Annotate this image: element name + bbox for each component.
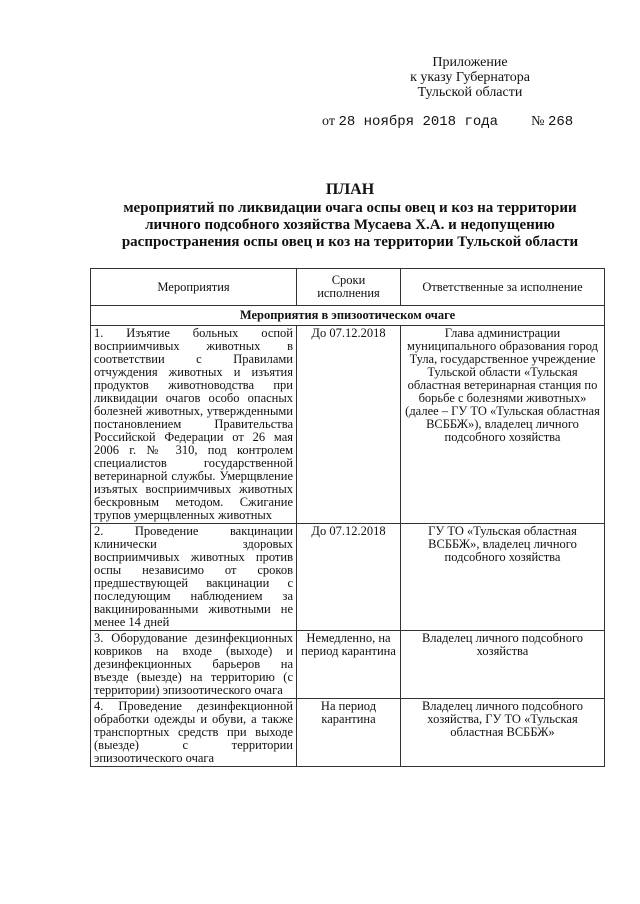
row-1-action: 1. Изъятие больных оспой восприимчивых животных в соответствии с Правилами отчуждения животных и изъятия продуктов животноводства при ликвидации очагов особо опасных болезней животных, утвержденными постановлением Правительства Российской Федерации от 26 мая 2006 г. № 310, под контролем специалистов государственной ветеринарной службы. Умерщвление изъятых восприимчивых животных бескровным методом. Сжигание трупов умерщвленных животных bbox=[91, 326, 297, 524]
table-row bbox=[91, 326, 605, 524]
row-4-responsible: Владелец личного подсобного хозяйства, ГУ ТО «Тульская областная ВСББЖ» bbox=[401, 699, 605, 767]
order-date: 28 ноября 2018 года bbox=[338, 114, 499, 130]
table-row bbox=[91, 699, 605, 767]
row-1-term: До 07.12.2018 bbox=[297, 326, 401, 524]
plan-heading: ПЛАН bbox=[325, 181, 375, 198]
attachment-line-2: к указу Губернатора bbox=[410, 70, 530, 85]
row-4-action: 4. Проведение дезинфекционной обработки одежды и обуви, а также транспортных средств при выходе (выезде) с территории эпизоотического очага bbox=[91, 699, 297, 767]
table-row bbox=[91, 631, 605, 699]
order-number-label: № bbox=[531, 114, 545, 129]
order-number: 268 bbox=[547, 114, 574, 130]
plan-table bbox=[90, 268, 605, 767]
row-2-responsible: ГУ ТО «Тульская областная ВСББЖ», владелец личного подсобного хозяйства bbox=[401, 524, 605, 631]
row-2-term: До 07.12.2018 bbox=[297, 524, 401, 631]
order-line bbox=[322, 114, 573, 130]
row-3-term: Немедленно, на период карантина bbox=[297, 631, 401, 699]
plan-title-line-3: распространения оспы овец и коз на территории Тульской области bbox=[121, 234, 579, 250]
attachment-line-3: Тульской области bbox=[417, 85, 523, 100]
section-title: Мероприятия в эпизоотическом очаге bbox=[91, 306, 605, 326]
plan-title-line-1: мероприятий по ликвидации очага оспы овец и коз на территории bbox=[123, 200, 577, 216]
row-1-responsible: Глава администрации муниципального образования город Тула, государственное учреждение Тульской области «Тульская областная ветеринарная станция по борьбе с болезнями животных» (далее – ГУ ТО «Тульская областная ВСББЖ»), владелец личного подсобного хозяйства bbox=[401, 326, 605, 524]
row-3-responsible: Владелец личного подсобного хозяйства bbox=[401, 631, 605, 699]
attachment-block bbox=[385, 55, 555, 100]
header-terms: Сроки исполнения bbox=[297, 269, 401, 306]
plan-title bbox=[90, 180, 610, 251]
row-3-action: 3. Оборудование дезинфекционных ковриков на входе (выходе) и дезинфекционных барьеров на въезде (выезде) на территорию (с территории) эпизоотического очага bbox=[91, 631, 297, 699]
row-4-term: На период карантина bbox=[297, 699, 401, 767]
header-responsible: Ответственные за исполнение bbox=[401, 269, 605, 306]
attachment-line-1: Приложение bbox=[432, 55, 508, 70]
table-header-row bbox=[91, 269, 605, 306]
header-actions: Мероприятия bbox=[91, 269, 297, 306]
plan-title-line-2: личного подсобного хозяйства Мусаева Х.А. и недопущению bbox=[145, 217, 555, 233]
table-row bbox=[91, 524, 605, 631]
row-2-action: 2. Проведение вакцинации клинически здоровых восприимчивых животных против оспы независимо от сроков предшествующей вакцинации с последующим наблюдением за вакцинированными животными не менее 14 дней bbox=[91, 524, 297, 631]
order-from-label: от bbox=[322, 114, 335, 129]
section-row bbox=[91, 306, 605, 326]
